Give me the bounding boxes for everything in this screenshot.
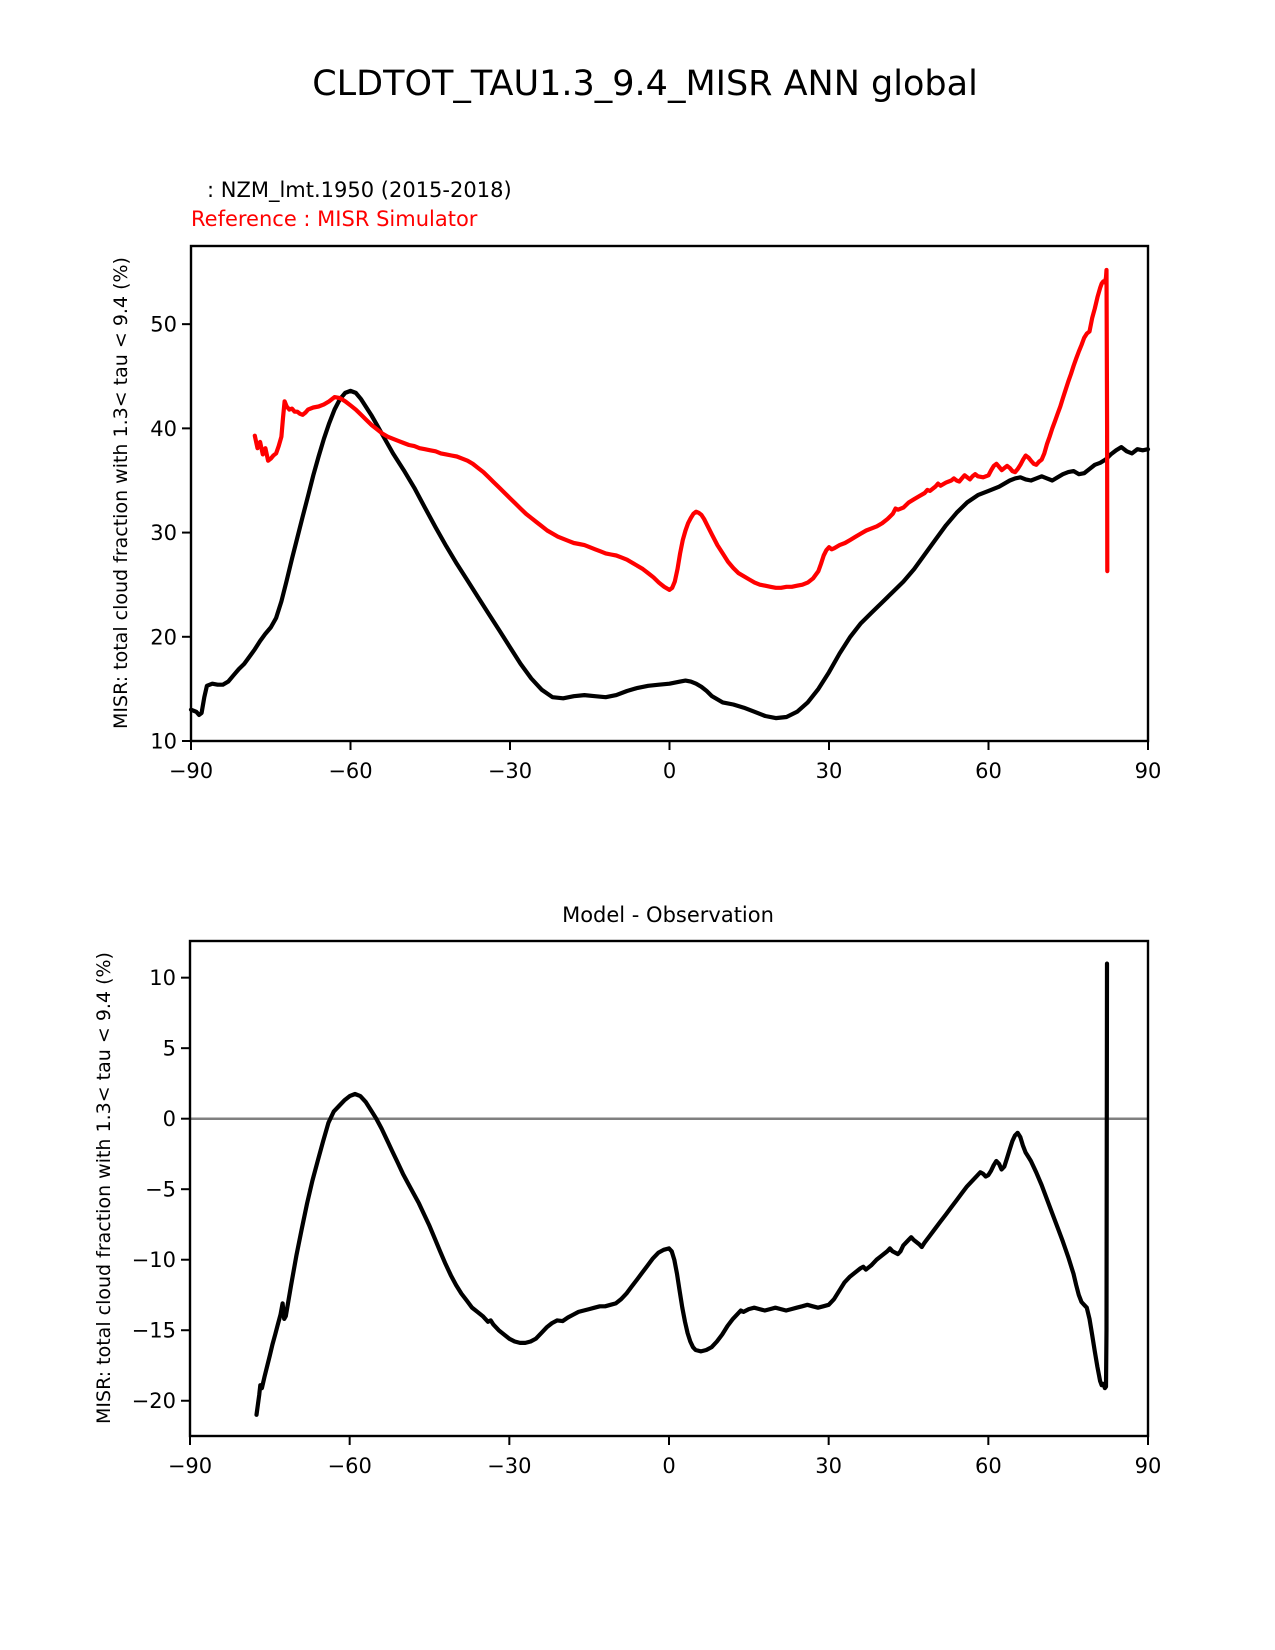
x-tick-label: 0	[662, 759, 677, 783]
x-tick-label: −90	[167, 1454, 213, 1478]
x-tick-label: −30	[487, 1454, 532, 1478]
y-tick-label: −5	[145, 1177, 176, 1202]
y-tick-label: 50	[150, 312, 177, 337]
x-tick-label: 30	[815, 759, 843, 783]
y-tick-label: 20	[150, 625, 177, 650]
x-tick-label: 60	[975, 759, 1002, 783]
y-tick-label: 40	[150, 416, 177, 441]
y-tick-label: 0	[162, 1107, 176, 1132]
x-tick-label: 30	[815, 1454, 843, 1478]
x-tick-label: 90	[1134, 759, 1162, 783]
x-tick-label: −90	[168, 759, 214, 783]
series-line-reference	[255, 270, 1108, 590]
x-tick-label: 90	[1134, 1454, 1162, 1478]
x-tick-label: −30	[487, 759, 533, 783]
x-tick-label: 60	[974, 1454, 1002, 1478]
bottom-chart-title: Model - Observation	[562, 903, 774, 927]
page-title: CLDTOT_TAU1.3_9.4_MISR ANN global	[312, 64, 978, 104]
series-line-model	[191, 391, 1148, 718]
axes-frame	[190, 941, 1148, 1436]
bottom-chart-y-axis-label: MISR: total cloud fraction with 1.3< tau < 9.4 (%)	[93, 952, 115, 1424]
series-line-model	[257, 964, 1108, 1415]
top-chart	[0, 0, 1275, 820]
y-tick-label: −20	[131, 1389, 176, 1414]
x-tick-label: −60	[328, 759, 373, 783]
y-tick-label: 10	[150, 729, 177, 754]
axes-frame	[191, 246, 1148, 741]
y-tick-label: 10	[149, 966, 176, 991]
x-tick-label: −60	[327, 1454, 372, 1478]
bottom-chart	[0, 820, 1275, 1650]
y-tick-label: −15	[131, 1318, 176, 1343]
y-tick-label: −10	[131, 1248, 176, 1273]
x-tick-label: 0	[662, 1454, 676, 1478]
legend-model-label: : NZM_lmt.1950 (2015-2018)	[207, 178, 512, 202]
y-tick-label: 30	[150, 521, 177, 546]
y-tick-label: 5	[162, 1036, 176, 1061]
legend-reference-label: Reference : MISR Simulator	[191, 207, 478, 231]
top-chart-y-axis-label: MISR: total cloud fraction with 1.3< tau < 9.4 (%)	[110, 257, 132, 729]
